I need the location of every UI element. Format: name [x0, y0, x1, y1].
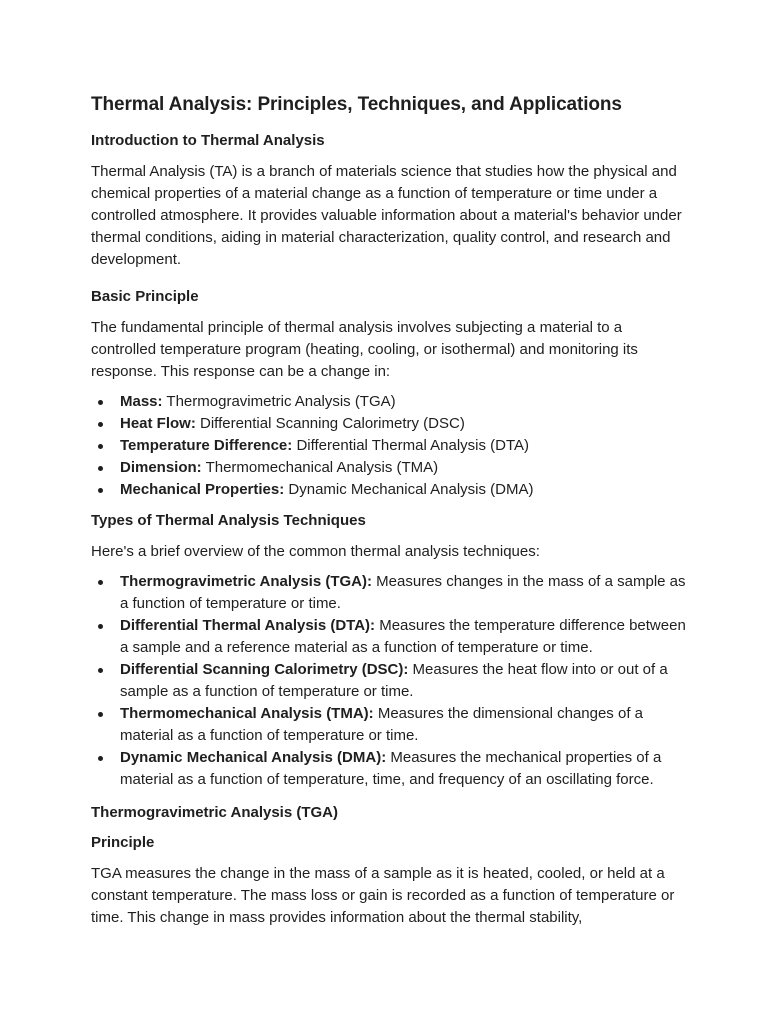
- basic-principle-paragraph: The fundamental principle of thermal analysis involves subjecting a material to a controlled temperature program (heating, cooling, or isothermal) and monitoring its response. This response can be a change in:: [91, 319, 638, 380]
- principle-heading: Principle: [91, 834, 155, 851]
- list-item: [91, 571, 688, 615]
- tga-heading: Thermogravimetric Analysis (TGA): [91, 804, 339, 821]
- bullet-icon: [98, 712, 103, 717]
- list-item-desc: Thermomechanical Analysis (TMA): [201, 459, 439, 476]
- basic-principle-list: [91, 391, 688, 501]
- list-item: [91, 435, 688, 457]
- bullet-icon: [98, 580, 103, 585]
- list-item-term: Dimension:: [120, 459, 202, 476]
- list-item-desc: Differential Scanning Calorimetry (DSC): [195, 415, 465, 432]
- list-item: [91, 413, 688, 435]
- list-item-term: Mechanical Properties:: [120, 481, 285, 498]
- list-item-desc: Dynamic Mechanical Analysis (DMA): [284, 481, 534, 498]
- list-item: [91, 615, 688, 659]
- list-item-term: Heat Flow:: [120, 415, 196, 432]
- intro-heading: Introduction to Thermal Analysis: [91, 132, 325, 149]
- basic-principle-heading: Basic Principle: [91, 288, 199, 305]
- list-item-term: Dynamic Mechanical Analysis (DMA):: [120, 749, 387, 766]
- bullet-icon: [98, 422, 103, 427]
- list-item-term: Thermogravimetric Analysis (TGA):: [120, 573, 373, 590]
- types-list: [91, 571, 688, 791]
- list-item-desc: Measures the mechanical properties of a material as a function of temperature, time, and frequency of an oscillating force.: [120, 749, 662, 788]
- list-item: [91, 391, 688, 413]
- bullet-icon: [98, 668, 103, 673]
- list-item-term: Differential Scanning Calorimetry (DSC):: [120, 661, 409, 678]
- list-item-desc: Differential Thermal Analysis (DTA): [292, 437, 530, 454]
- list-item: [91, 659, 688, 703]
- list-item: [91, 457, 688, 479]
- bullet-icon: [98, 624, 103, 629]
- list-item-desc: Thermogravimetric Analysis (TGA): [162, 393, 396, 410]
- list-item-desc: Measures changes in the mass of a sample as a function of temperature or time.: [120, 573, 686, 612]
- principle-paragraph: TGA measures the change in the mass of a sample as it is heated, cooled, or held at a constant temperature. The mass loss or gain is recorded as a function of temperature or time. This change in mass provides information about the thermal stability,: [91, 865, 675, 926]
- bullet-icon: [98, 756, 103, 761]
- intro-paragraph: Thermal Analysis (TA) is a branch of materials science that studies how the physical and chemical properties of a material change as a function of temperature or time under a controlled atmosphere. It provides valuable information about a material's behavior under thermal conditions, aiding in material characterization, quality control, and research and development.: [91, 163, 682, 268]
- list-item-term: Differential Thermal Analysis (DTA):: [120, 617, 376, 634]
- bullet-icon: [98, 400, 103, 405]
- document-title: Thermal Analysis: Principles, Techniques, and Applications: [91, 94, 622, 115]
- bullet-icon: [98, 444, 103, 449]
- bullet-icon: [98, 466, 103, 471]
- list-item-desc: Measures the temperature difference between a sample and a reference material as a function of temperature or time.: [120, 617, 686, 656]
- list-item-term: Temperature Difference:: [120, 437, 293, 454]
- list-item-term: Thermomechanical Analysis (TMA):: [120, 705, 374, 722]
- list-item: [91, 479, 688, 501]
- list-item-term: Mass:: [120, 393, 163, 410]
- list-item: [91, 747, 688, 791]
- list-item-desc: Measures the dimensional changes of a material as a function of temperature or time.: [120, 705, 643, 744]
- bullet-icon: [98, 488, 103, 493]
- list-item: [91, 703, 688, 747]
- types-heading: Types of Thermal Analysis Techniques: [91, 512, 366, 529]
- types-paragraph: Here's a brief overview of the common thermal analysis techniques:: [91, 543, 540, 560]
- list-item-desc: Measures the heat flow into or out of a sample as a function of temperature or time.: [120, 661, 668, 700]
